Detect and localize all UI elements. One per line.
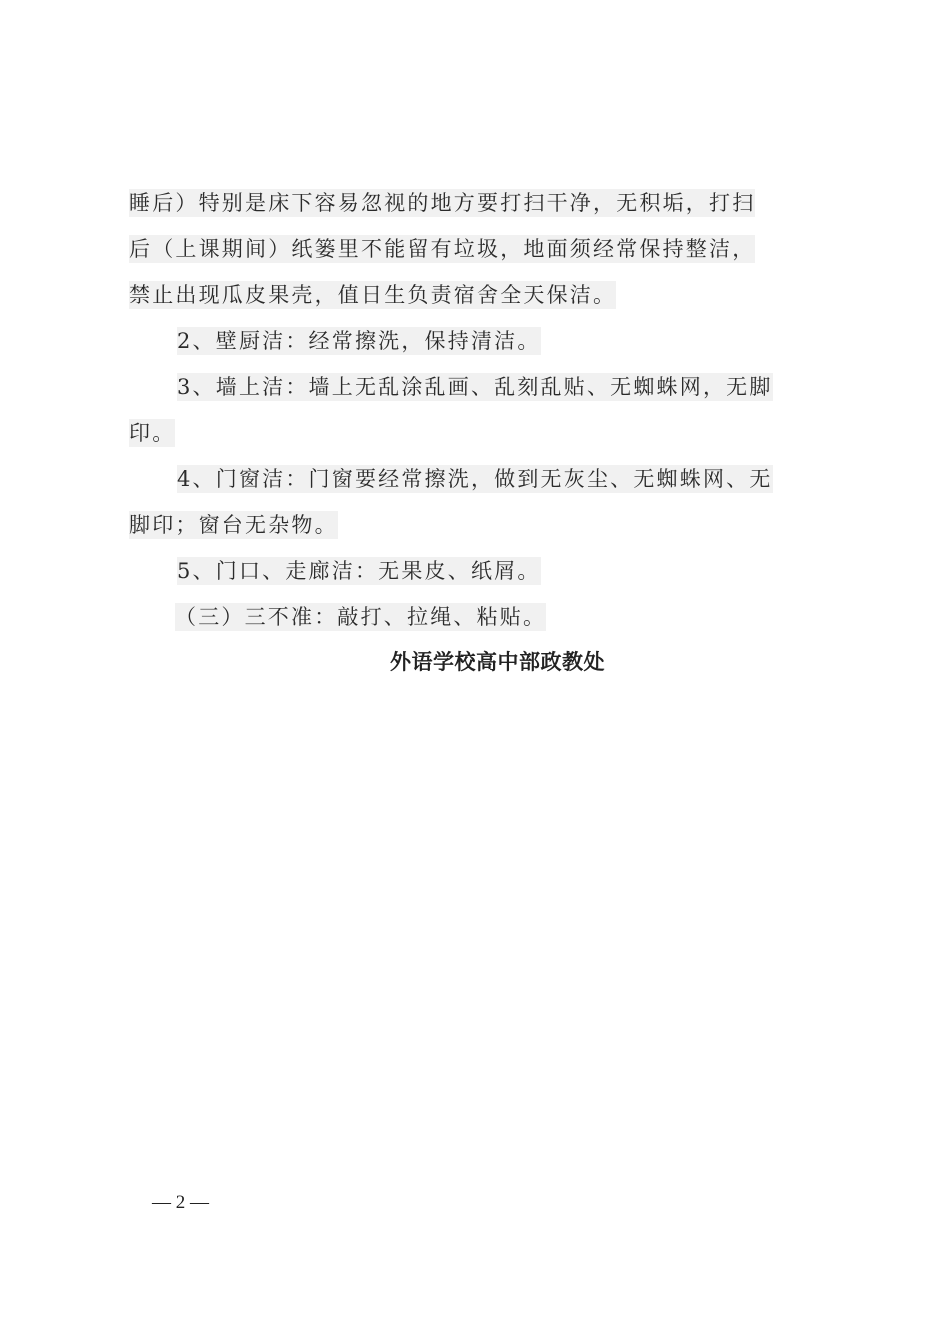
list-item-door-window: 4、门窗洁：门窗要经常擦洗，做到无灰尘、无蜘蛛网、无 xyxy=(177,467,773,491)
signature-department: 外语学校高中部政教处 xyxy=(390,649,605,674)
list-item-wall: 3、墙上洁：墙上无乱涂乱画、乱刻乱贴、无蜘蛛网，无脚 xyxy=(177,375,773,399)
page-number: — 2 — xyxy=(152,1192,209,1213)
paragraph-line: 后（上课期间）纸篓里不能留有垃圾，地面须经常保持整洁， xyxy=(129,237,756,261)
paragraph-line: 睡后）特别是床下容易忽视的地方要打扫干净，无积垢，打扫 xyxy=(129,191,756,215)
paragraph-line: 禁止出现瓜皮果壳，值日生负责宿舍全天保洁。 xyxy=(129,283,617,307)
section-heading-three-prohibitions: （三）三不准：敲打、拉绳、粘贴。 xyxy=(175,605,547,629)
list-item-doorway: 5、门口、走廊洁：无果皮、纸屑。 xyxy=(177,559,541,583)
paragraph-line: 脚印；窗台无杂物。 xyxy=(129,513,338,537)
document-body xyxy=(129,180,829,640)
paragraph-line: 印。 xyxy=(129,421,176,445)
list-item-wardrobe: 2、壁厨洁：经常擦洗，保持清洁。 xyxy=(177,329,541,353)
